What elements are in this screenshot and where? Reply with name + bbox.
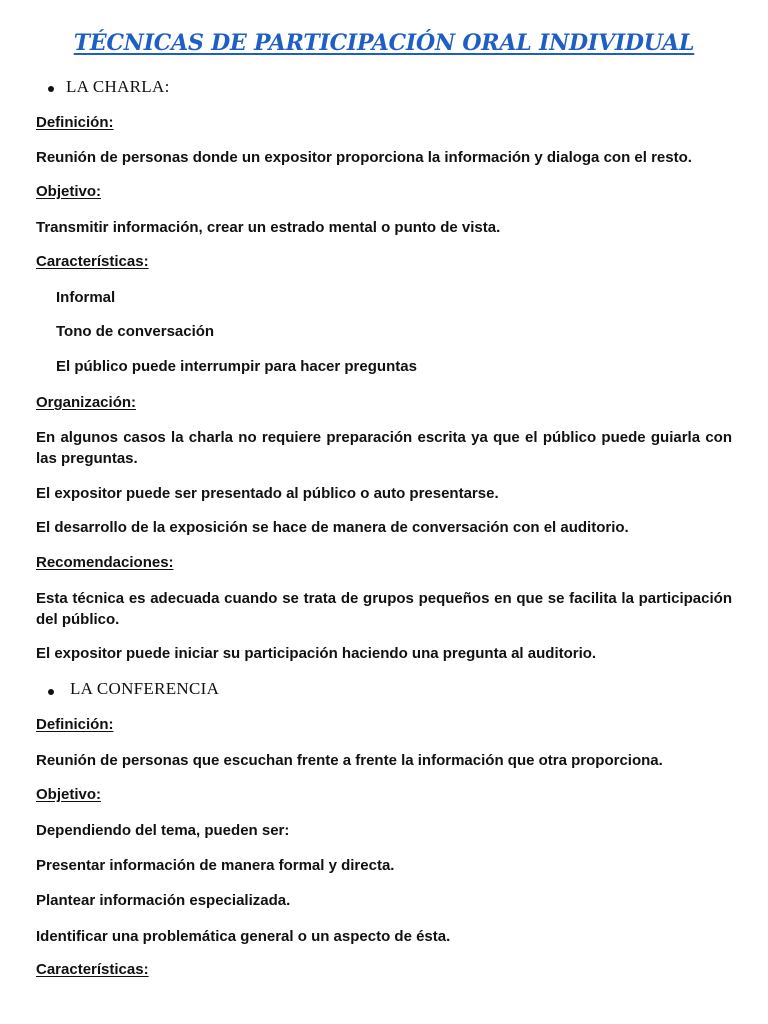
charla-caracteristicas-label: Características: [36, 253, 149, 270]
charla-caracteristica-item: El público puede interrumpir para hacer preguntas [56, 358, 417, 375]
charla-caracteristica-item: Tono de conversación [56, 323, 215, 340]
charla-objetivo-label: Objetivo: [36, 183, 102, 200]
section-heading-charla: LA CHARLA: [66, 77, 170, 96]
charla-organizacion-label: Organización: [36, 394, 137, 411]
conferencia-definicion-label: Definición: [36, 716, 114, 733]
conferencia-objetivo-label: Objetivo: [36, 786, 102, 803]
conferencia-definicion-text: Reunión de personas que escuchan frente a frente la información que otra proporciona. [36, 752, 663, 769]
charla-organizacion-paragraph: En algunos casos la charla no requiere preparación escrita ya que el público puede guiarla con las preguntas. [36, 429, 732, 467]
conferencia-caracteristicas-label: Características: [36, 961, 149, 978]
charla-definicion-label: Definición: [36, 114, 114, 131]
charla-recomendaciones-paragraph: Esta técnica es adecuada cuando se trata de grupos pequeños en que se facilita la participación del público. [36, 590, 732, 628]
conferencia-objetivo-paragraph: Presentar información de manera formal y directa. [36, 857, 395, 874]
conferencia-objetivo-paragraph: Dependiendo del tema, pueden ser: [36, 822, 290, 839]
charla-recomendaciones-paragraph: El expositor puede iniciar su participación haciendo una pregunta al auditorio. [36, 645, 597, 662]
document-title: TÉCNICAS DE PARTICIPACIÓN ORAL INDIVIDUAL [73, 30, 695, 56]
section-heading-conferencia: LA CONFERENCIA [70, 679, 220, 698]
charla-caracteristica-item: Informal [56, 289, 116, 306]
bullet-icon [48, 86, 54, 92]
charla-objetivo-text: Transmitir información, crear un estrado mental o punto de vista. [36, 219, 501, 236]
charla-organizacion-paragraph: El expositor puede ser presentado al público o auto presentarse. [36, 485, 499, 502]
charla-organizacion-paragraph: El desarrollo de la exposición se hace de manera de conversación con el auditorio. [36, 519, 629, 536]
bullet-icon [48, 689, 54, 695]
conferencia-objetivo-paragraph: Plantear información especializada. [36, 892, 291, 909]
conferencia-objetivo-paragraph: Identificar una problemática general o un aspecto de ésta. [36, 928, 451, 945]
charla-recomendaciones-label: Recomendaciones: [36, 554, 174, 571]
charla-definicion-text: Reunión de personas donde un expositor proporciona la información y dialoga con el resto. [36, 149, 692, 166]
